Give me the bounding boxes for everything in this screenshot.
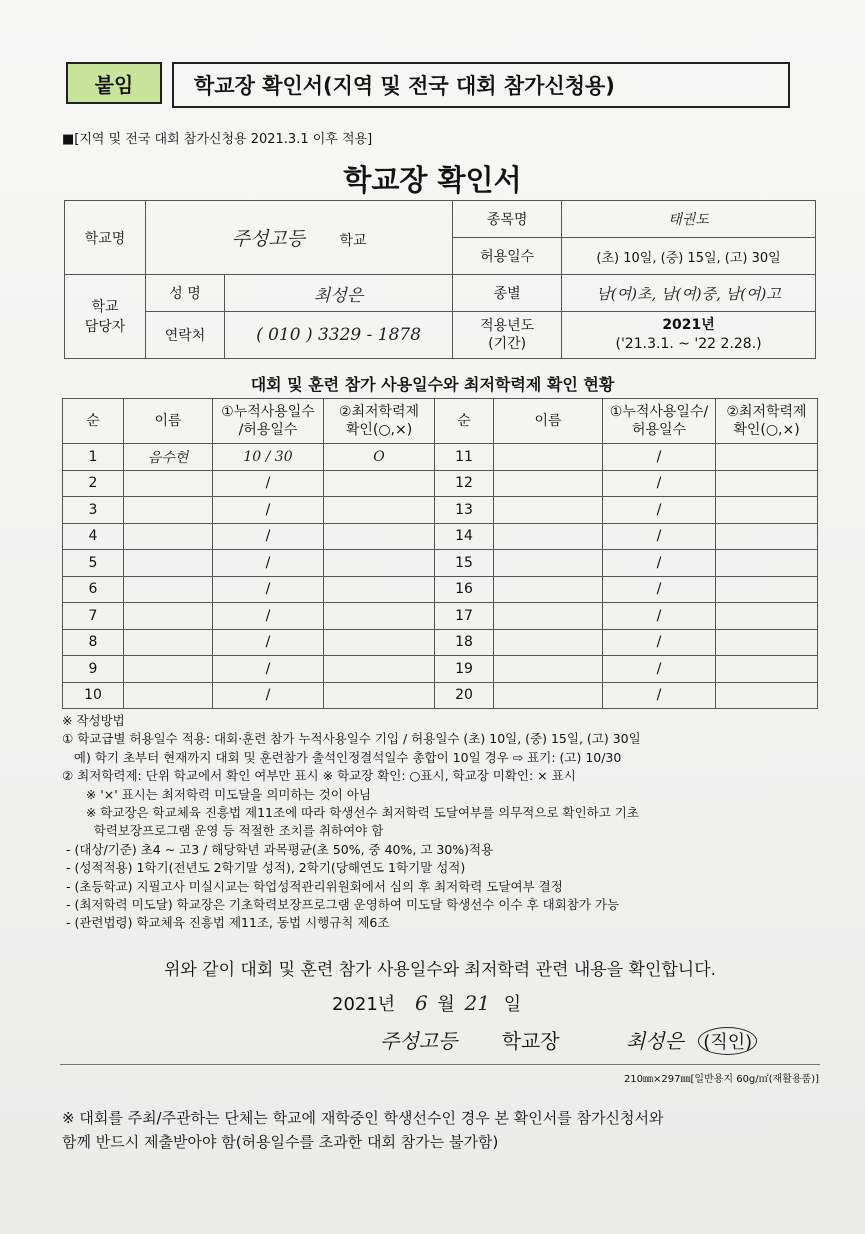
table-row [63,603,818,630]
contact-label: 학교 담당자 [65,275,146,359]
min-academic-check [324,523,435,550]
row-number: 2 [63,470,124,497]
days-used: / [603,682,716,709]
period-value: ('21.3.1. ~ '22 2.28.) [615,336,762,352]
days-label: 허용일수 [453,238,562,275]
name-value: 최성은 [225,275,453,312]
table-row [63,497,818,524]
row-number: 20 [435,682,494,709]
instructions [62,712,832,933]
row-number: 12 [435,470,494,497]
event-label: 종목명 [453,201,562,238]
date-year: 2021년 [332,994,396,1015]
row-number: 15 [435,550,494,577]
days-used: 10 / 30 [213,444,324,471]
row-number: 18 [435,629,494,656]
signature-school: 주성고등 [380,1029,458,1053]
section-title: 대회 및 훈련 참가 사용일수와 최저학력제 확인 현황 [250,375,615,394]
instruction-line: - (초등학교) 지필고사 미실시교는 학업성적관리위원회에서 심의 후 최저학력 도달여부 결정 [62,878,563,894]
row-number: 8 [63,629,124,656]
row-number: 19 [435,656,494,683]
row-number: 9 [63,656,124,683]
instruction-line: - (성적적용) 1학기(전년도 2학기말 성적), 2학기(당해연도 1학기말 성적) [62,860,466,876]
attachment-tag: 붙임 [66,62,162,104]
table-row [63,470,818,497]
col-header: 순 [435,399,494,444]
footer-note: ※ 대회를 주최/주관하는 단체는 학교에 재학중인 학생선수인 경우 본 확인서를 참가신청서와 함께 반드시 제출받아야 함(허용일수를 초과한 대회 참가는 불가함) [62,1109,664,1151]
col-header: ①누적사용일수/ 허용일수 [603,399,716,444]
min-academic-check [324,470,435,497]
school-suffix: 학교 [339,233,367,249]
signature-label: 학교장 [501,1029,560,1053]
school-name-cell [146,201,453,275]
days-used: / [603,629,716,656]
min-academic-check [716,682,818,709]
instruction-line: ① 학교급별 허용일수 적용: 대회·훈련 참가 누적사용일수 기입 / 허용일수 (초) 10일, (중) 15일, (고) 30일 [62,731,641,747]
table-row [63,629,818,656]
athlete-name [494,523,603,550]
instruction-line: 학력보장프로그램 운영 등 적절한 조치를 취하여야 함 [62,823,384,839]
days-used: / [603,470,716,497]
phone-value: ( 010 ) 3329 - 1878 [225,312,453,359]
athlete-name [124,550,213,577]
date-day-label: 일 [503,994,522,1015]
athlete-name [124,470,213,497]
days-value: (초) 10일, (중) 15일, (고) 30일 [562,238,816,275]
school-label: 학교명 [65,201,146,275]
principal-name: 최성은 [625,1029,684,1053]
event-value: 태권도 [562,201,816,238]
days-used: / [603,523,716,550]
row-number: 10 [63,682,124,709]
athlete-name [124,497,213,524]
row-number: 16 [435,576,494,603]
days-used: / [213,629,324,656]
date-month: 6 [414,991,428,1015]
row-number: 7 [63,603,124,630]
athlete-name: 음수현 [124,444,213,471]
info-table [64,200,816,359]
instruction-line: - (관련법령) 학교체육 진흥법 제11조, 동법 시행규칙 제6조 [62,915,390,931]
confirm-statement: 위와 같이 대회 및 훈련 참가 사용일수와 최저학력 관련 내용을 확인합니다. [163,960,717,980]
athlete-name [494,497,603,524]
date-line [332,990,521,1016]
athlete-name [124,603,213,630]
min-academic-check: O [324,444,435,471]
days-used: / [213,603,324,630]
athlete-name [494,682,603,709]
athlete-name [124,576,213,603]
min-academic-check [716,656,818,683]
min-academic-check [716,550,818,577]
phone-label: 연락처 [146,312,225,359]
row-number: 5 [63,550,124,577]
table-body [63,444,818,709]
min-academic-check [716,470,818,497]
col-header: ②최저학력제 확인(○,×) [716,399,818,444]
row-number: 13 [435,497,494,524]
instruction-line: - (최저학력 미도달) 학교장은 기초학력보장프로그램 운영하여 미도달 학생선수 이수 후 대회참가 가능 [62,897,620,913]
table-row [63,656,818,683]
school-name: 주성고등 [231,228,306,250]
days-used: / [603,576,716,603]
table-row [63,682,818,709]
athlete-name [494,444,603,471]
document-title: 학교장 확인서 [343,163,522,197]
table-row [63,576,818,603]
athlete-name [494,629,603,656]
instruction-line: ※ 작성방법 [62,713,125,728]
min-academic-check [324,603,435,630]
min-academic-check [716,629,818,656]
min-academic-check [716,444,818,471]
year-cell [562,312,816,359]
col-header: 이름 [494,399,603,444]
table-row [63,550,818,577]
days-used: / [603,603,716,630]
athlete-name [494,470,603,497]
days-used: / [213,576,324,603]
instruction-line: - (대상/기준) 초4 ~ 고3 / 해당학년 과목평균(초 50%, 중 40%, 고 30%)적용 [62,841,494,857]
athlete-name [124,656,213,683]
row-number: 1 [63,444,124,471]
athlete-name [124,682,213,709]
min-academic-check [324,629,435,656]
year-value: 2021년 [662,317,715,333]
athlete-name [494,603,603,630]
col-header: 순 [63,399,124,444]
days-used: / [603,550,716,577]
row-number: 3 [63,497,124,524]
official-seal: (직인) [698,1027,757,1055]
col-header: ①누적사용일수 /허용일수 [213,399,324,444]
instruction-line: ※ '×' 표시는 최저학력 미도달을 의미하는 것이 아님 [62,786,371,802]
date-day: 21 [464,991,490,1015]
instruction-line: 예) 학기 초부터 현재까지 대회 및 훈련참가 출석인정결석일수 총합이 10일 경우 ⇨ 표기: (고) 10/30 [62,749,622,765]
days-used: / [213,523,324,550]
athlete-name [124,629,213,656]
signature-line [380,1025,757,1055]
instruction-line: ※ 학교장은 학교체육 진흥법 제11조에 따라 학생선수 최저학력 도달여부를 의무적으로 확인하고 기초 [62,805,639,821]
min-academic-check [716,603,818,630]
days-used: / [213,550,324,577]
year-label: 적용년도 (기간) [453,312,562,359]
min-academic-check [716,576,818,603]
athlete-name [494,550,603,577]
form-title: 학교장 확인서(지역 및 전국 대회 참가신청용) [172,62,790,108]
table-row [63,523,818,550]
min-academic-check [324,656,435,683]
col-header: ②최저학력제 확인(○,×) [324,399,435,444]
min-academic-check [324,497,435,524]
athlete-name [494,576,603,603]
min-academic-check [324,576,435,603]
row-number: 6 [63,576,124,603]
days-used: / [213,470,324,497]
gender-label: 종별 [453,275,562,312]
gender-value: 남(여)초, 남(여)중, 남(여)고 [562,275,816,312]
min-academic-check [716,523,818,550]
row-number: 4 [63,523,124,550]
days-used: / [213,497,324,524]
row-number: 11 [435,444,494,471]
athlete-name [494,656,603,683]
athlete-table [62,398,818,709]
days-used: / [213,682,324,709]
instruction-line: ② 최저학력제: 단위 학교에서 확인 여부만 표시 ※ 학교장 확인: ○표시, 학교장 미확인: × 표시 [62,768,576,784]
days-used: / [603,497,716,524]
date-month-label: 월 [437,994,455,1015]
row-number: 14 [435,523,494,550]
days-used: / [213,656,324,683]
days-used: / [603,656,716,683]
min-academic-check [324,550,435,577]
col-header: 이름 [124,399,213,444]
table-header-row [63,399,818,444]
paper-spec: 210㎜×297㎜[일반용지 60g/㎡(재활용품)] [623,1074,819,1085]
name-label: 성 명 [146,275,225,312]
table-row [63,444,818,471]
days-used: / [603,444,716,471]
applicability-note: ■[지역 및 전국 대회 참가신청용 2021.3.1 이후 적용] [62,132,373,147]
min-academic-check [716,497,818,524]
divider [60,1064,820,1065]
athlete-name [124,523,213,550]
min-academic-check [324,682,435,709]
row-number: 17 [435,603,494,630]
